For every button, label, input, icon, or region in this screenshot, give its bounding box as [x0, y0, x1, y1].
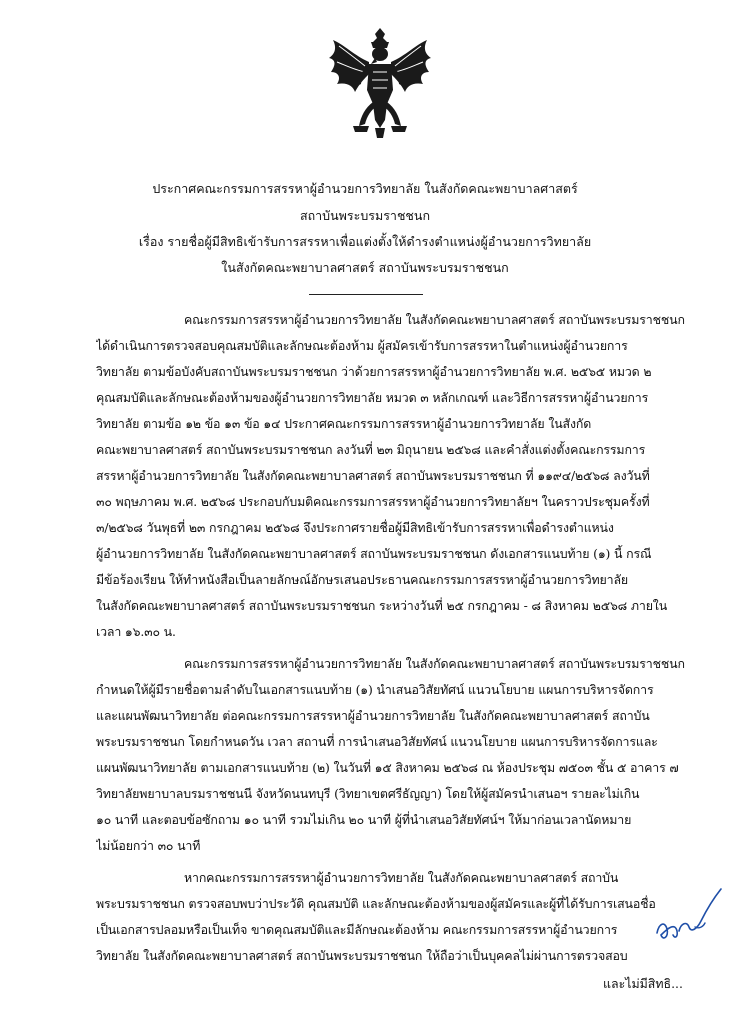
paragraph-line: ๓/๒๕๖๘ วันพุธที่ ๒๓ กรกฎาคม ๒๕๖๘ จึงประกาศรายชื่อผู้มีสิทธิเข้ารับการสรรหาเพื่อดำรงตำแหน่ง	[96, 520, 614, 535]
title-divider	[309, 294, 423, 295]
subject-line-continued: ในสังกัดคณะพยาบาลศาสตร์ สถาบันพระบรมราชชนก	[221, 260, 509, 275]
paragraph-line: คุณสมบัติและลักษณะต้องห้ามของผู้อำนวยการวิทยาลัย หมวด ๓ หลักเกณฑ์ และวิธีการสรรหาผู้อำนวยการ	[96, 390, 649, 405]
paragraph-line: คณะพยาบาลศาสตร์ สถาบันพระบรมราชชนก ลงวันที่ ๒๓ มิถุนายน ๒๕๖๘ และคำสั่งแต่งตั้งคณะกรรมการ	[96, 442, 646, 457]
signature-mark	[651, 883, 726, 945]
garuda-emblem-icon	[325, 28, 435, 140]
paragraph-line: วิทยาลัย ตามข้อ ๑๒ ข้อ ๑๓ ข้อ ๑๔ ประกาศคณะกรรมการสรรหาผู้อำนวยการวิทยาลัย ในสังกัด	[96, 416, 592, 431]
paragraph-line: ในสังกัดคณะพยาบาลศาสตร์ สถาบันพระบรมราชชนก ระหว่างวันที่ ๒๕ กรกฎาคม - ๘ สิงหาคม ๒๕๖๘ ภายใน	[96, 598, 668, 613]
paragraph-line: มีข้อร้องเรียน ให้ทำหนังสือเป็นลายลักษณ์อักษรเสนอประธานคณะกรรมการสรรหาผู้อำนวยการวิทยาลัย	[96, 572, 628, 587]
paragraph-line: เป็นเอกสารปลอมหรือเป็นเท็จ ขาดคุณสมบัติและมีลักษณะต้องห้าม คณะกรรมการสรรหาผู้อำนวยการ	[96, 922, 618, 937]
paragraph-line: ไม่น้อยกว่า ๓๐ นาที	[96, 838, 201, 853]
paragraph-line: และแผนพัฒนาวิทยาลัย ต่อคณะกรรมการสรรหาผู้อำนวยการวิทยาลัย ในสังกัดคณะพยาบาลศาสตร์ สถาบัน	[96, 708, 650, 723]
paragraph-line: หากคณะกรรมการสรรหาผู้อำนวยการวิทยาลัย ในสังกัดคณะพยาบาลศาสตร์ สถาบัน	[184, 870, 619, 885]
paragraph-line: พระบรมราชชนก โดยกำหนดวัน เวลา สถานที่ การนำเสนอวิสัยทัศน์ แนวนโยบาย แผนการบริหารจัดการและ	[96, 734, 658, 749]
subject-line: เรื่อง รายชื่อผู้มีสิทธิเข้ารับการสรรหาเพื่อแต่งตั้งให้ดำรงตำแหน่งผู้อำนวยการวิทยาลัย	[138, 234, 592, 249]
paragraph-line: คณะกรรมการสรรหาผู้อำนวยการวิทยาลัย ในสังกัดคณะพยาบาลศาสตร์ สถาบันพระบรมราชชนก	[184, 656, 685, 671]
paragraph-line: ได้ดำเนินการตรวจสอบคุณสมบัติและลักษณะต้องห้าม ผู้สมัครเข้ารับการสรรหาในตำแหน่งผู้อำนวยการ	[96, 338, 628, 353]
paragraph-line: คณะกรรมการสรรหาผู้อำนวยการวิทยาลัย ในสังกัดคณะพยาบาลศาสตร์ สถาบันพระบรมราชชนก	[184, 312, 685, 327]
paragraph-line: ๓๐ พฤษภาคม พ.ศ. ๒๕๖๘ ประกอบกับมติคณะกรรมการสรรหาผู้อำนวยการวิทยาลัยฯ ในคราวประชุมครั้งที่	[96, 494, 650, 509]
paragraph-line: เวลา ๑๖.๓๐ น.	[96, 624, 176, 639]
paragraph-line: วิทยาลัย ในสังกัดคณะพยาบาลศาสตร์ สถาบันพระบรมราชชนก ให้ถือว่าเป็นบุคคลไม่ผ่านการตรวจสอบ	[96, 948, 628, 963]
continuation-text: และไม่มีสิทธิ...	[603, 976, 683, 991]
paragraph-line: วิทยาลัย ตามข้อบังคับสถาบันพระบรมราชชนก ว่าด้วยการสรรหาผู้อำนวยการวิทยาลัย พ.ศ. ๒๕๖๕ หมวด ๒	[96, 364, 652, 379]
paragraph-line: กำหนดให้ผู้มีรายชื่อตามลำดับในเอกสารแนบท้าย (๑) นำเสนอวิสัยทัศน์ แนวนโยบาย แผนการบริหารจัดการ	[96, 682, 654, 697]
institution-name: สถาบันพระบรมราชชนก	[299, 208, 431, 223]
paragraph-line: แผนพัฒนาวิทยาลัย ตามเอกสารแนบท้าย (๒) ในวันที่ ๑๕ สิงหาคม ๒๕๖๘ ณ ห้องประชุม ๗๕๐๓ ชั้น ๕ อาคาร ๗	[96, 760, 679, 775]
paragraph-line: ผู้อำนวยการวิทยาลัย ในสังกัดคณะพยาบาลศาสตร์ สถาบันพระบรมราชชนก ดังเอกสารแนบท้าย (๑) นี้ กรณี	[96, 546, 652, 561]
paragraph-line: ๑๐ นาที และตอบข้อซักถาม ๑๐ นาที รวมไม่เกิน ๒๐ นาที ผู้ที่นำเสนอวิสัยทัศน์ฯ ให้มาก่อนเวลานัดหมาย	[96, 812, 632, 827]
paragraph-line: สรรหาผู้อำนวยการวิทยาลัย ในสังกัดคณะพยาบาลศาสตร์ สถาบันพระบรมราชชนก ที่ ๑๑๙๔/๒๕๖๘ ลงวันที่	[96, 468, 650, 483]
paragraph-line: พระบรมราชชนก ตรวจสอบพบว่าประวัติ คุณสมบัติ และลักษณะต้องห้ามของผู้สมัครและผู้ที่ได้รับการเสนอชื่อ	[96, 896, 656, 911]
paragraph-line: วิทยาลัยพยาบาลบรมราชชนนี จังหวัดนนทบุรี (วิทยาเขตศรีธัญญา) โดยให้ผู้สมัครนำเสนอฯ รายละไม่เกิน	[96, 786, 640, 801]
announcement-title: ประกาศคณะกรรมการสรรหาผู้อำนวยการวิทยาลัย ในสังกัดคณะพยาบาลศาสตร์	[152, 181, 578, 196]
